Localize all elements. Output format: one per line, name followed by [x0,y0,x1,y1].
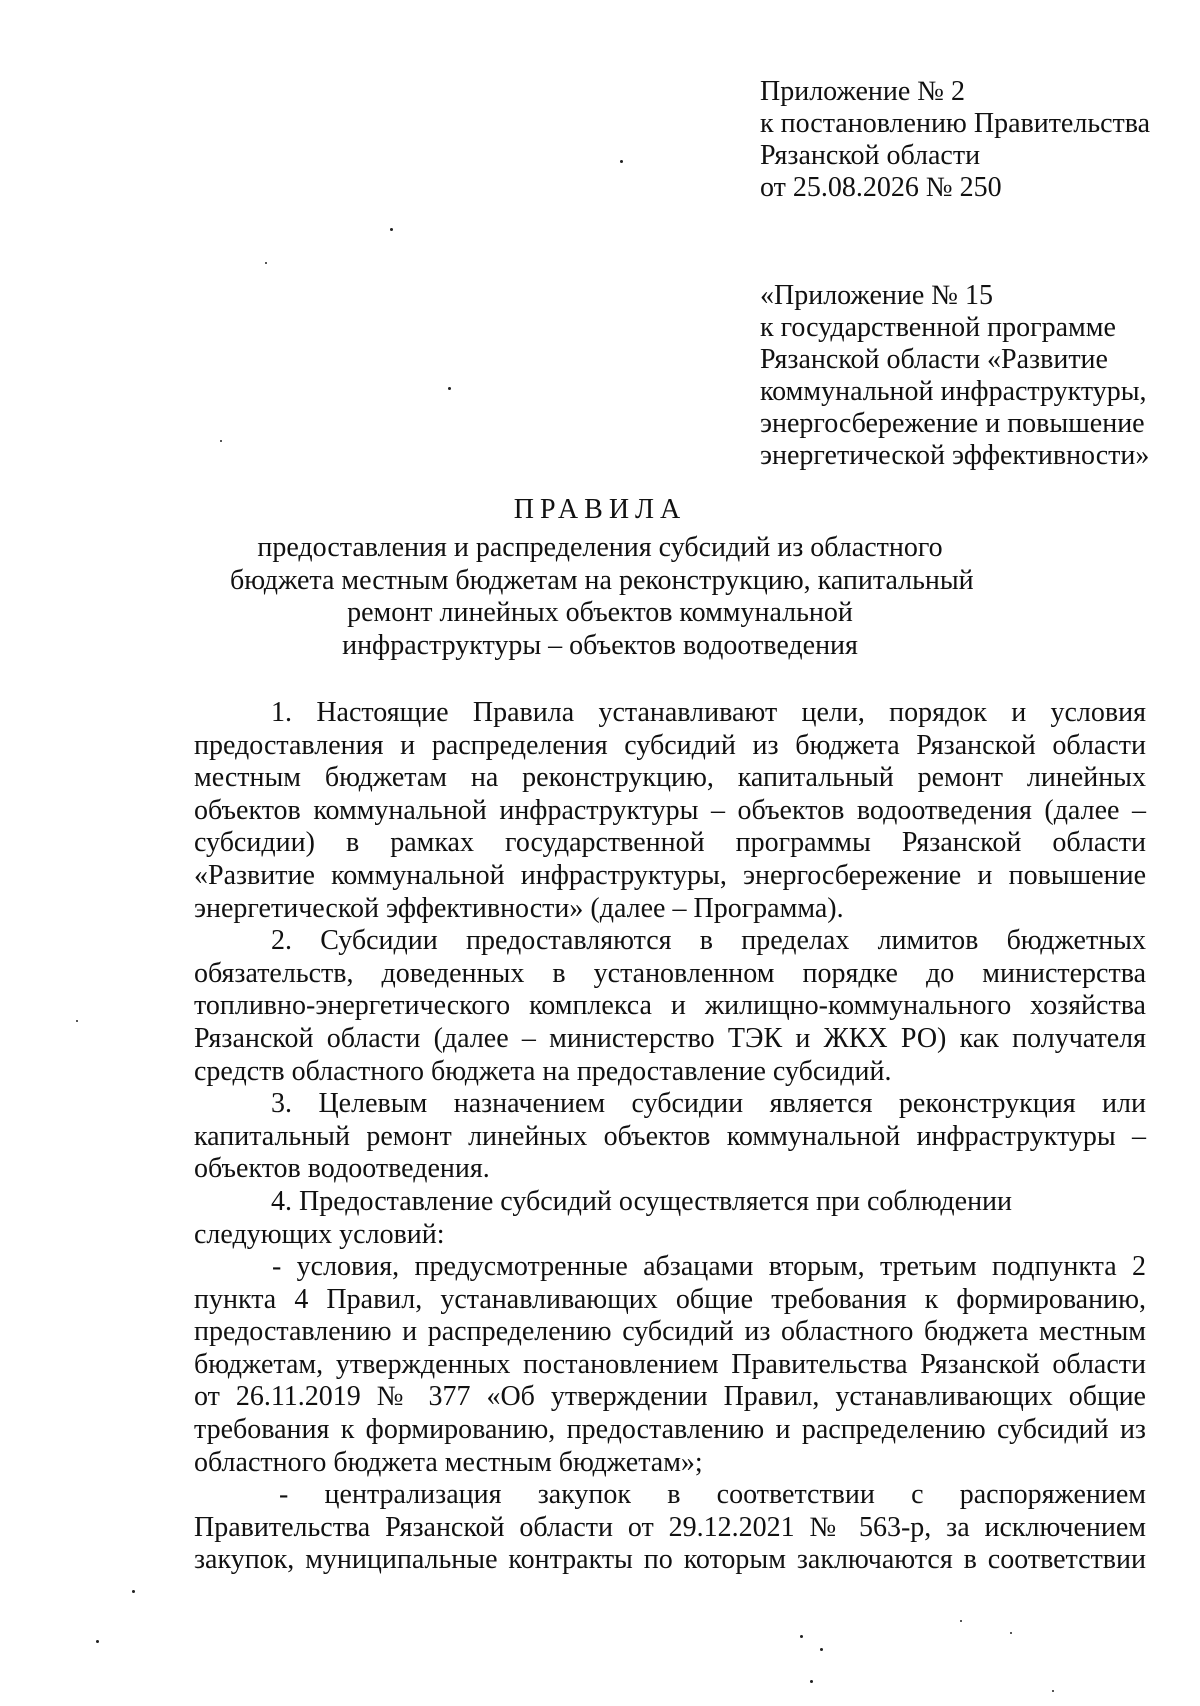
paragraph-2-line: топливно-энергетического комплекса и жилищно-коммунального хозяйства [194,990,1146,1022]
paragraph-1-line: «Развитие коммунальной инфраструктуры, энергосбережение и повышение [194,859,1146,891]
paragraph-2-line: обязательств, доведенных в установленном порядке до министерства [194,957,1146,989]
scan-speck [620,160,623,163]
program-appendix-number: «Приложение № 15 [760,280,993,311]
program-appendix-line: энергетической эффективности» [760,440,1150,471]
paragraph-4-line: следующих условий: [194,1218,445,1250]
condition-1-line: бюджетам, утвержденных постановлением Правительства Рязанской области [194,1348,1146,1380]
document-body [194,697,1146,1577]
paragraph-2-line: 2. Субсидии предоставляются в пределах лимитов бюджетных [271,925,1146,957]
appendix-date-number: от 25.08.2026 № 250 [760,172,1002,203]
document-title: ПРАВИЛА [513,494,687,525]
paragraph-1-line: предоставления и распределения субсидий из бюджета Рязанской области [194,729,1146,761]
condition-2-line: Правительства Рязанской области от 29.12.2021 № 563-р, за исключением [194,1511,1146,1543]
subtitle-line: бюджета местным бюджетам на реконструкцию, капитальный [230,564,974,596]
scan-speck [810,1680,813,1683]
appendix-resolution: к постановлению Правительства [760,108,1151,139]
paragraph-3-line: объектов водоотведения. [194,1153,490,1185]
scan-speck [390,228,393,231]
subtitle-line: предоставления и распределения субсидий из областного [257,532,943,563]
scan-speck [960,1620,962,1622]
program-appendix-line: энергосбережение и повышение [760,408,1145,439]
subtitle-line: инфраструктуры – объектов водоотведения [342,629,858,661]
condition-1-line: предоставлению и распределению субсидий из областного бюджета местным [194,1316,1146,1348]
appendix-number: Приложение № 2 [760,76,965,107]
condition-1-line: пункта 4 Правил, устанавливающих общие требования к формированию, [194,1283,1146,1315]
scan-speck [96,1640,99,1643]
condition-2-line: закупок, муниципальные контракты по которым заключаются в соответствии [194,1544,1146,1576]
paragraph-1-line: энергетической эффективности» (далее – Программа). [194,892,844,924]
scan-speck [1052,1690,1054,1692]
paragraph-1-line: субсидии) в рамках государственной программы Рязанской области [194,827,1146,859]
scan-speck [1010,1632,1012,1634]
appendix-header [760,76,1150,204]
program-appendix-line: Рязанской области «Развитие [760,344,1108,375]
paragraph-4-line: 4. Предоставление субсидий осуществляется при соблюдении [271,1185,1013,1217]
scan-speck [800,1635,803,1638]
paragraph-3-line: 3. Целевым назначением субсидии является реконструкция или [271,1088,1146,1120]
appendix-region: Рязанской области [760,140,981,171]
condition-1-line: требования к формированию, предоставлению и распределению субсидий из [194,1414,1146,1446]
condition-1-line: областного бюджета местным бюджетам»; [194,1446,703,1478]
paragraph-3-line: капитальный ремонт линейных объектов коммунальной инфраструктуры – [194,1120,1146,1152]
paragraph-1-line: 1. Настоящие Правила устанавливают цели, порядок и условия [271,697,1146,728]
scan-speck [820,1648,823,1651]
document-subtitle [230,532,974,662]
condition-1-line: - условия, предусмотренные абзацами вторым, третьим подпункта 2 [272,1251,1146,1283]
condition-2-line: - централизация закупок в соответствии с распоряжением [279,1479,1146,1511]
paragraph-2-line: средств областного бюджета на предоставление субсидий. [194,1055,892,1087]
program-appendix-header [760,280,1149,472]
subtitle-line: ремонт линейных объектов коммунальной [347,597,853,628]
condition-1-line: от 26.11.2019 № 377 «Об утверждении Правил, устанавливающих общие [194,1381,1146,1413]
program-appendix-line: к государственной программе [760,312,1116,343]
scan-speck [76,1020,78,1022]
scan-speck [265,262,267,264]
scan-speck [132,1590,135,1593]
paragraph-2-line: Рязанской области (далее – министерство ТЭК и ЖКХ РО) как получателя [194,1022,1146,1054]
scan-speck [448,387,451,390]
scan-speck [220,440,222,442]
paragraph-1-line: объектов коммунальной инфраструктуры – объектов водоотведения (далее – [194,794,1146,826]
paragraph-1-line: местным бюджетам на реконструкцию, капитальный ремонт линейных [194,762,1146,794]
program-appendix-line: коммунальной инфраструктуры, [760,376,1147,407]
